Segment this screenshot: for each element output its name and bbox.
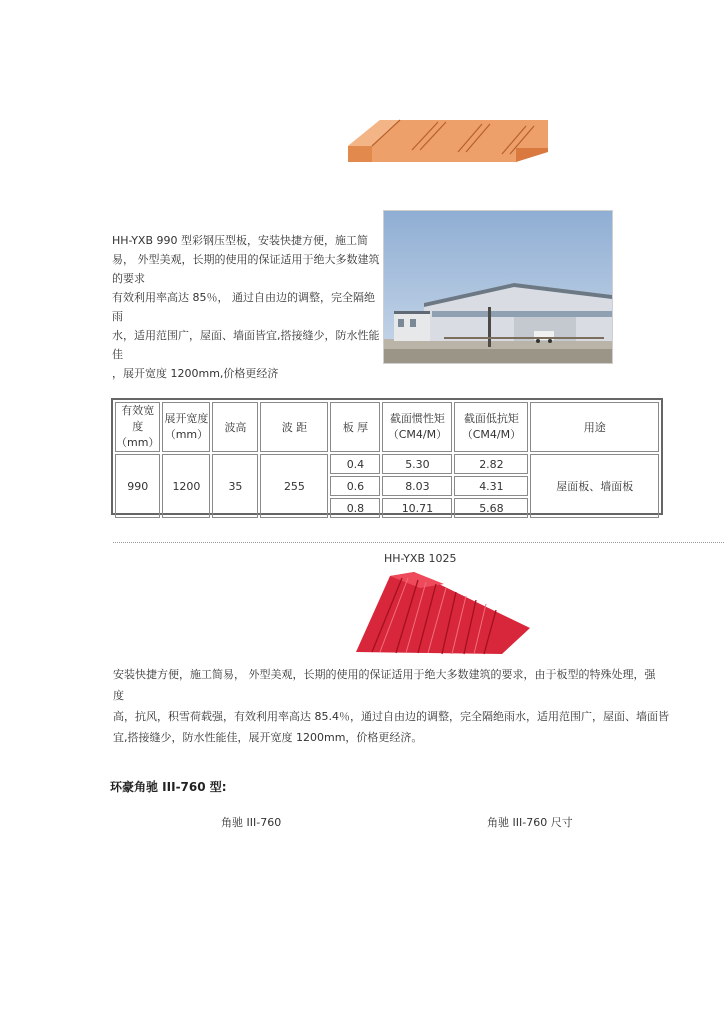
caption-760-size: 角驰 III-760 尺寸 <box>487 816 573 829</box>
cell-resistance: 4.31 <box>454 476 528 496</box>
spec-table <box>111 398 663 515</box>
cell-thickness: 0.4 <box>330 454 380 474</box>
section-1025-description <box>113 664 673 748</box>
intro-line: HH-YXB 990 型彩钢压型板，安装快捷方便，施工简 <box>112 234 368 247</box>
cell-usage: 屋面板、墙面板 <box>530 454 659 518</box>
caption-760: 角驰 III-760 <box>221 816 282 829</box>
intro-text <box>112 231 380 383</box>
cell-inertia: 5.30 <box>382 454 452 474</box>
intro-line: 的要求 <box>112 272 145 285</box>
intro-line: ，展开宽度 1200mm,价格更经济 <box>112 367 279 380</box>
header-wave-height: 波高 <box>212 402 258 452</box>
cell-wave-pitch: 255 <box>260 454 328 518</box>
cell-expanded-width: 1200 <box>162 454 210 518</box>
desc-line: 度 <box>113 689 124 702</box>
section-title-1025: HH-YXB 1025 <box>384 552 457 565</box>
cell-thickness: 0.6 <box>330 476 380 496</box>
desc-line: 高，抗风，积雪荷载强，有效利用率高达 85.4％，通过自由边的调整，完全隔绝雨水，适用范围广，屋面、墙面皆 <box>113 710 669 723</box>
intro-line: 易， 外型美观，长期的使用的保证适用于绝大多数建筑 <box>112 253 380 266</box>
cell-inertia: 8.03 <box>382 476 452 496</box>
cell-resistance: 5.68 <box>454 498 528 518</box>
red-profile-panel-image <box>352 570 532 656</box>
header-wave-pitch: 波 距 <box>260 402 328 452</box>
header-expanded-width: 展开宽度 （mm） <box>162 402 210 452</box>
header-usage: 用途 <box>530 402 659 452</box>
cell-thickness: 0.8 <box>330 498 380 518</box>
cell-wave-height: 35 <box>212 454 258 518</box>
desc-line: 安装快捷方便，施工简易， 外型美观，长期的使用的保证适用于绝大多数建筑的要求，由于板型的特殊处理，强 <box>113 668 656 681</box>
cell-resistance: 2.82 <box>454 454 528 474</box>
cell-effective-width: 990 <box>115 454 160 518</box>
dotted-divider <box>113 542 724 543</box>
intro-line: 佳 <box>112 348 123 361</box>
intro-line: 水，适用范围广，屋面、墙面皆宜,搭接缝少，防水性能 <box>112 329 380 342</box>
header-thickness: 板 厚 <box>330 402 380 452</box>
factory-building-photo <box>383 210 613 364</box>
cell-inertia: 10.71 <box>382 498 452 518</box>
header-effective-width: 有效宽度 （mm） <box>115 402 160 452</box>
section-heading-760: 环豪角驰 III-760 型: <box>110 780 227 794</box>
header-inertia: 截面惯性矩 （CM4/M） <box>382 402 452 452</box>
header-resistance: 截面低抗矩 （CM4/M） <box>454 402 528 452</box>
desc-line: 宜,搭接缝少，防水性能佳，展开宽度 1200mm，价格更经济。 <box>113 731 423 744</box>
intro-line: 有效利用率高达 85％， 通过自由边的调整，完全隔绝雨 <box>112 291 375 323</box>
orange-profile-panel-image <box>342 116 552 166</box>
